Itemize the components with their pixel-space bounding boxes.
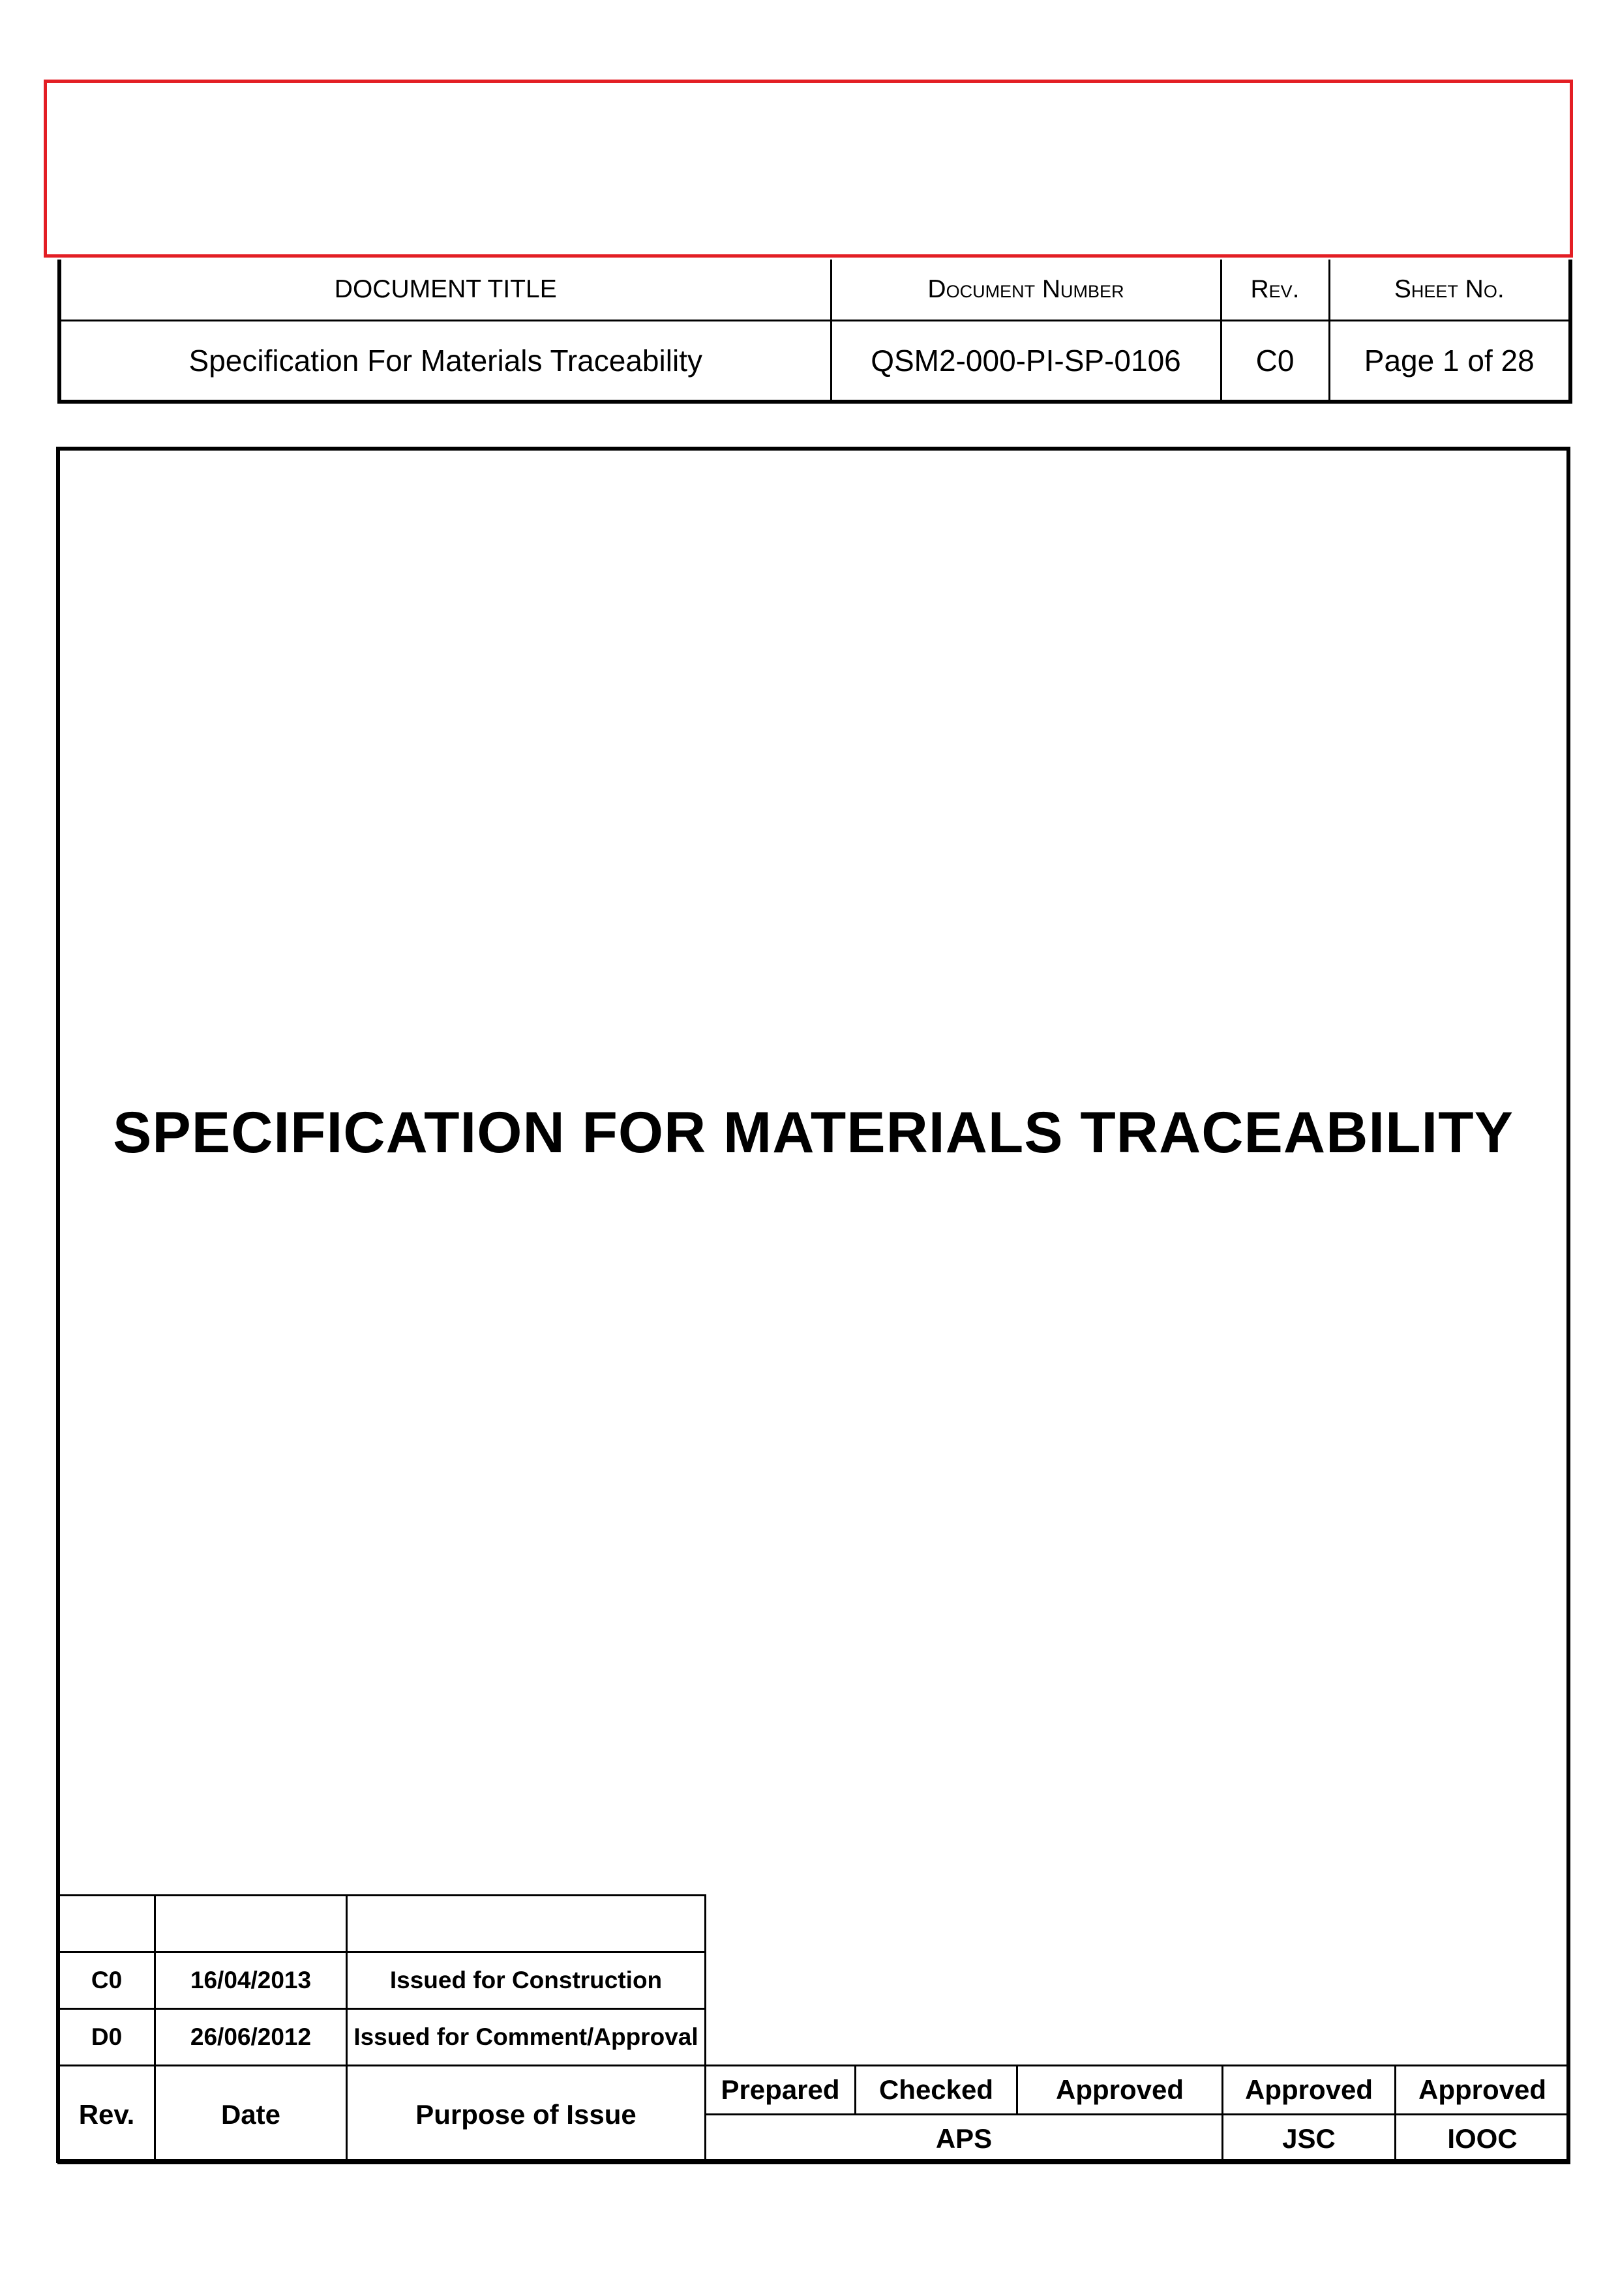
- revision-header-date: Date: [155, 2066, 347, 2164]
- header-document-title-value: Specification For Materials Traceability: [59, 321, 831, 402]
- revision-row-rev: [59, 1896, 155, 1952]
- document-header-table: [57, 260, 1572, 404]
- header-rev-label: Rev.: [1221, 260, 1329, 321]
- revision-row-date: [155, 1896, 347, 1952]
- signature-blank-area: [706, 1896, 1570, 2066]
- logo-frame: [44, 80, 1573, 258]
- revision-header-rev: Rev.: [59, 2066, 155, 2164]
- revision-row-rev: D0: [59, 2009, 155, 2066]
- revision-row-date: 26/06/2012: [155, 2009, 347, 2066]
- sign-header-approved: Approved: [1017, 2066, 1223, 2115]
- org-iooc: IOOC: [1396, 2115, 1570, 2164]
- header-rev-value: C0: [1221, 321, 1329, 402]
- revision-row-rev: C0: [59, 1952, 155, 2009]
- header-document-title-label: DOCUMENT TITLE: [59, 260, 831, 321]
- revision-row-purpose: Issued for Construction: [347, 1952, 706, 2009]
- org-aps: APS: [706, 2115, 1223, 2164]
- header-document-number-label: Document Number: [831, 260, 1221, 321]
- page-title: SPECIFICATION FOR MATERIALS TRACEABILITY: [113, 1099, 1514, 1165]
- org-jsc: JSC: [1223, 2115, 1396, 2164]
- revision-header-purpose: Purpose of Issue: [347, 2066, 706, 2164]
- revision-row-purpose: Issued for Comment/Approval: [347, 2009, 706, 2066]
- sign-header-prepared: Prepared: [706, 2066, 856, 2115]
- header-sheet-no-value: Page 1 of 28: [1329, 321, 1570, 402]
- sign-header-approved: Approved: [1223, 2066, 1396, 2115]
- revision-row-date: 16/04/2013: [155, 1952, 347, 2009]
- header-document-number-value: QSM2-000-PI-SP-0106: [831, 321, 1221, 402]
- sign-header-approved: Approved: [1396, 2066, 1570, 2115]
- header-sheet-no-label: Sheet No.: [1329, 260, 1570, 321]
- sign-header-checked: Checked: [856, 2066, 1017, 2115]
- revision-row-purpose: [347, 1896, 706, 1952]
- revision-table: [57, 1894, 1570, 2164]
